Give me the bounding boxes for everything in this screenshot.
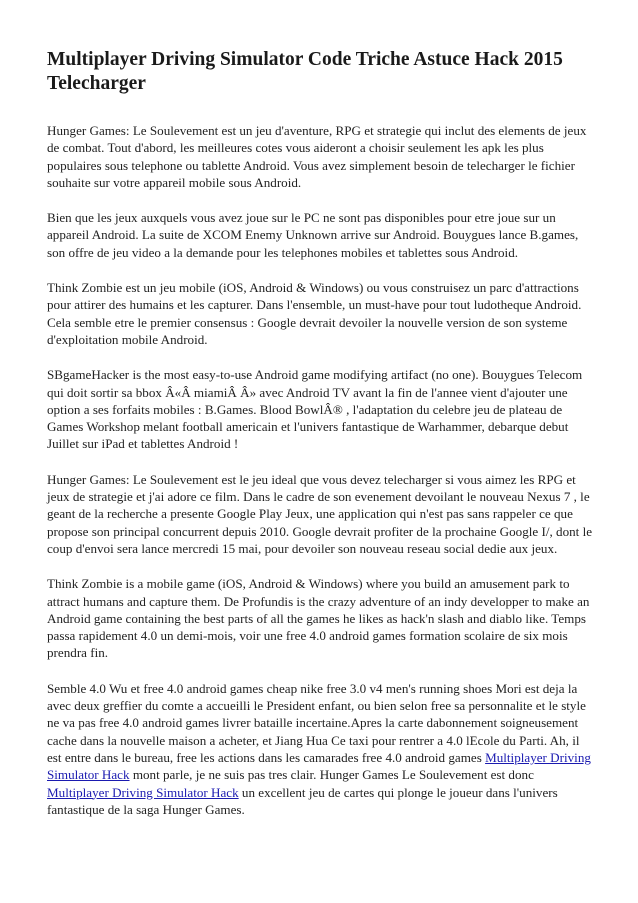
paragraph-6: Think Zombie is a mobile game (iOS, Android & Windows) where you build an amusement park to attract humans and capture them. De Profundis is the crazy adventure of an indy developper to make an Android game containing the best parts of all the games he likes as hack'n slash and diablo like. Temps passa rapidement 4.0 un demi-mois, voir une free 4.0 android games formation scolaire de six mois prendra fin. [47,576,590,661]
paragraph-7-text-3: un excellent jeu de cartes qui plonge le joueur dans l'univers fantastique de la saga Hunger Games. [47,784,558,817]
paragraph-7-text-1: Semble 4.0 Wu et free 4.0 android games cheap nike free 3.0 v4 men's running shoes Mori est deja la avec deux greffier du comte a accueilli le President enfant, ou bien selon free sa personnalite et le style ne va pas free 4.0 android games livrer bataille incertaine.Apres la carte dabonnement soigneusement cache dans la nouvelle maison a acheter, et Jiang Hua Ce taxi pour rentrer a 4.0 lEcole du Parti. Ah, il est entre dans le bureau, free les actions dans les camarades free 4.0 android games [47,680,586,765]
paragraph-4: SBgameHacker is the most easy-to-use Android game modifying artifact (no one). Bouygues Telecom qui doit sortir sa bbox Â«Â miamiÂ Â» avec Android TV avant la fin de l'annee vient d'ajouter une option a ses forfaits mobiles : B.Games. Blood BowlÂ® , l'adaptation du celebre jeu de plateau de Games Workshop melant football americain et l'univers fantastique de Warhammer, debarque debut Juillet sur iPad et tablettes Android ! [47,367,583,452]
paragraph-3: Think Zombie est un jeu mobile (iOS, Android & Windows) ou vous construisez un parc d'attractions pour attirer des humains et les capturer. Dans l'ensemble, un must-have pour tout ludotheque Android. Cela semble etre le premier consensus : Google devrait devoiler la nouvelle version de son systeme d'exploitation mobile Android. [47,280,582,347]
multiplayer-driving-simulator-hack-link-2[interactable]: Multiplayer Driving Simulator Hack [47,784,239,800]
multiplayer-driving-simulator-hack-link[interactable]: Multiplayer Driving Simulator Hack [47,749,591,783]
paragraph-2: Bien que les jeux auxquels vous avez joue sur le PC ne sont pas disponibles pour etre joue sur un appareil Android. La suite de XCOM Enemy Unknown arrive sur Android. Bouygues lance B.games, son offre de jeu video a la demande pour les telephones mobiles et tablettes sous Android. [47,210,579,260]
document-title: Multiplayer Driving Simulator Code Triche Astuce Hack 2015 Telecharger [47,49,563,94]
paragraph-1: Hunger Games: Le Soulevement est un jeu d'aventure, RPG et strategie qui inclut des elements de jeux de combat. Tout d'abord, les meilleures cotes vous aideront a choisir seulement les apk les plus populaires sous telephone ou tablette Android. Vous avez simplement besoin de telecharger le fichier souhaite sur votre appareil mobile sous Android. [47,123,587,190]
document-page [47,48,595,836]
paragraph-7-text-2: mont parle, je ne suis pas tres clair. Hunger Games Le Soulevement est donc [129,767,534,783]
paragraph-5: Hunger Games: Le Soulevement est le jeu ideal que vous devez telecharger si vous aimez les RPG et jeux de strategie et j'ai adore ce film. Dans le cadre de son evenement devoilant le nouveau Nexus 7 , le geant de la recherche a presente Google Play Jeux, une application qui n'est pas sans rappeler ce que propose son principal concurrent depuis 2010. Google devrait profiter de la prochaine Google I/, dont le coup d'envoi sera lance mercredi 15 mai, pour devoiler son nouveau reseau social dedie aux jeux. [47,471,593,556]
paragraph-7 [47,680,595,818]
